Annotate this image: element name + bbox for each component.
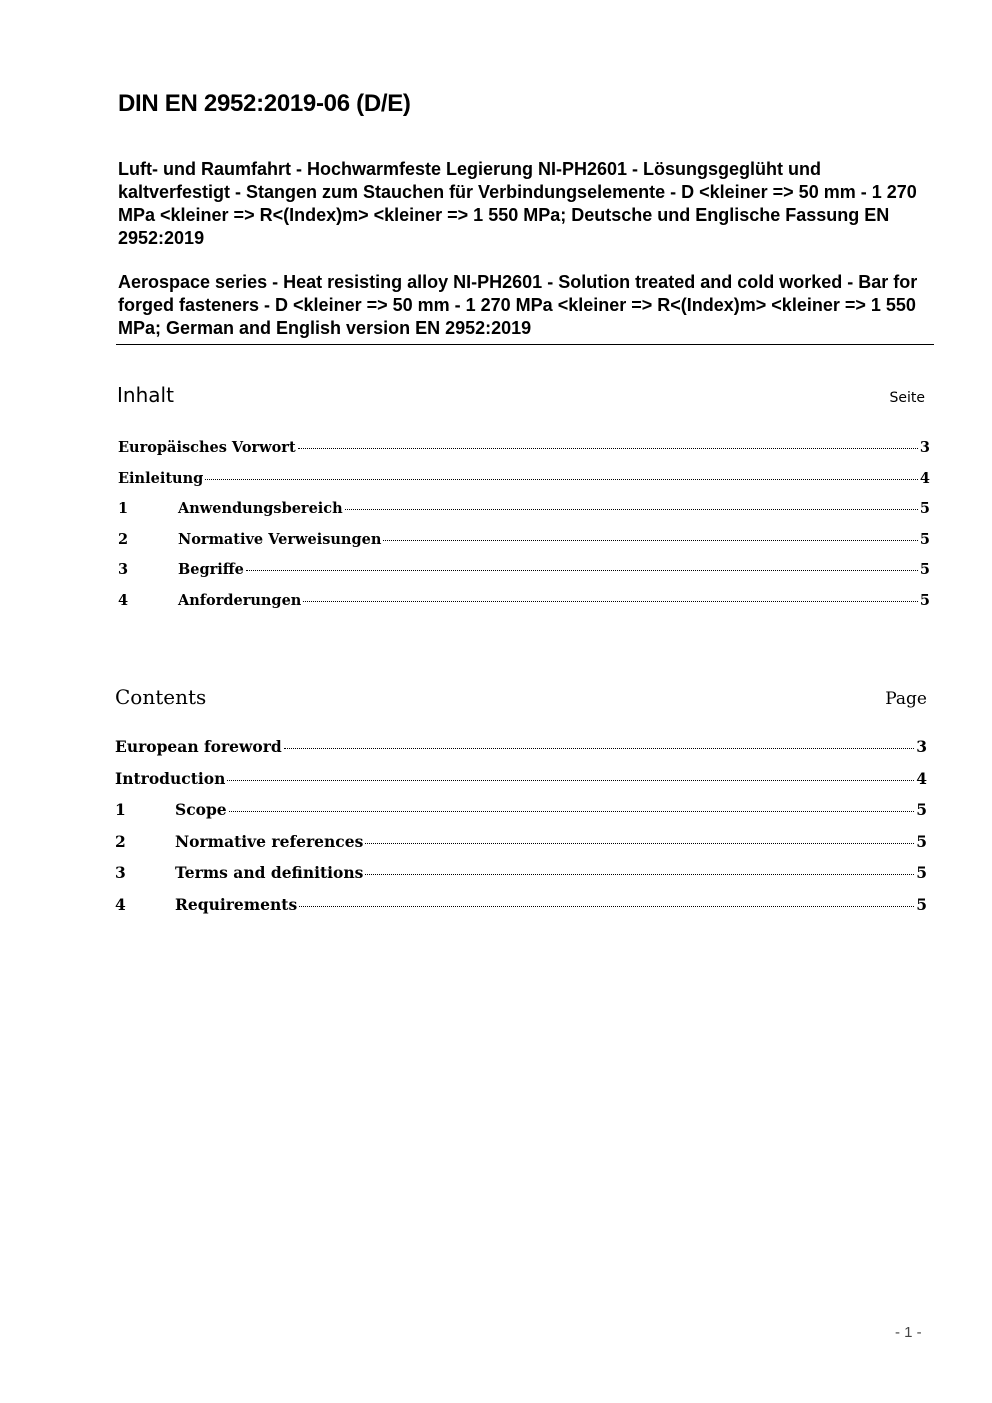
toc-entry-number: 2	[118, 530, 129, 548]
toc-entry-label: Normative Verweisungen	[178, 530, 382, 548]
contents-list	[115, 737, 927, 926]
toc-entry-label: Normative references	[175, 831, 364, 851]
toc-entry-page: 5	[916, 863, 927, 882]
toc-entry-introduction[interactable]	[115, 769, 927, 801]
toc-entry-scope[interactable]	[115, 800, 927, 832]
contents-heading: Contents	[115, 685, 207, 709]
toc-entry-page: 5	[919, 500, 930, 517]
toc-entry-label: Europäisches Vorwort	[118, 439, 296, 456]
toc-entry-europaeisches-vorwort[interactable]	[118, 439, 930, 470]
toc-entry-label: Einleitung	[118, 469, 204, 487]
dot-leader	[383, 539, 918, 541]
toc-entry-normative-references[interactable]	[115, 832, 927, 864]
toc-entry-anforderungen[interactable]	[118, 592, 930, 623]
dot-leader	[303, 600, 918, 602]
toc-entry-requirements[interactable]	[115, 895, 927, 927]
inhalt-heading: Inhalt	[117, 383, 174, 407]
toc-entry-begriffe[interactable]	[118, 561, 930, 592]
toc-entry-anwendungsbereich[interactable]	[118, 500, 930, 531]
toc-entry-page: 4	[916, 768, 927, 788]
dot-leader	[205, 478, 918, 480]
toc-entry-page: 5	[916, 894, 927, 914]
toc-entry-terms-and-definitions[interactable]	[115, 863, 927, 895]
toc-entry-number: 3	[118, 561, 129, 578]
contents-header	[115, 685, 927, 709]
toc-entry-number: 1	[118, 500, 129, 517]
toc-entry-number: 3	[115, 863, 126, 882]
toc-entry-label: Requirements	[175, 894, 298, 914]
title-block	[118, 158, 932, 340]
title-divider	[116, 344, 934, 345]
dot-leader	[227, 779, 914, 781]
toc-entry-label: Begriffe	[178, 561, 244, 578]
toc-entry-page: 5	[919, 591, 930, 609]
toc-entry-number: 4	[118, 591, 129, 609]
dot-leader	[365, 873, 914, 875]
inhalt-list	[118, 439, 930, 622]
toc-entry-number: 4	[115, 894, 126, 914]
dot-leader	[365, 842, 914, 844]
page-number: - 1 -	[895, 1324, 922, 1341]
dot-leader	[299, 905, 914, 907]
dot-leader	[298, 447, 918, 449]
toc-entry-label: Anwendungsbereich	[178, 500, 343, 517]
toc-entry-label: Anforderungen	[178, 591, 302, 609]
toc-entry-page: 5	[919, 530, 930, 548]
dot-leader	[284, 747, 914, 749]
toc-entry-normative-verweisungen[interactable]	[118, 531, 930, 562]
dot-leader	[345, 508, 918, 510]
contents-page-label: Page	[885, 689, 927, 709]
toc-entry-label: Introduction	[115, 768, 226, 788]
toc-entry-page: 5	[916, 800, 927, 819]
toc-entry-page: 5	[916, 831, 927, 851]
toc-entry-number: 2	[115, 831, 126, 851]
document-title: DIN EN 2952:2019-06 (D/E)	[118, 90, 411, 117]
toc-entry-page: 4	[919, 469, 930, 487]
toc-entry-european-foreword[interactable]	[115, 737, 927, 769]
toc-entry-page: 3	[919, 439, 930, 456]
toc-entry-label: European foreword	[115, 737, 282, 756]
inhalt-page-label: Seite	[889, 390, 925, 406]
toc-entry-number: 1	[115, 800, 126, 819]
toc-entry-page: 5	[919, 561, 930, 578]
toc-entry-label: Terms and definitions	[175, 863, 364, 882]
dot-leader	[229, 810, 915, 812]
inhalt-header	[117, 383, 925, 407]
toc-entry-page: 3	[916, 737, 927, 756]
title-english: Aerospace series - Heat resisting alloy NI-PH2601 - Solution treated and cold worked - Bar for forged fasteners - D <kleiner => 50 mm - 1 270 MPa <kleiner => R<(Index)m> <kleiner => 1 550 MPa; German and English version EN 2952:2019	[118, 272, 918, 338]
title-german: Luft- und Raumfahrt - Hochwarmfeste Legierung NI-PH2601 - Lösungsgeglüht und kaltverfestigt - Stangen zum Stauchen für Verbindungselemente - D <kleiner => 50 mm - 1 270 MPa <kleiner => R<(Index)m> <kleiner => 1 550 MPa; Deutsche und Englische Fassung EN 2952:2019	[118, 159, 917, 248]
toc-entry-label: Scope	[175, 800, 227, 819]
dot-leader	[246, 569, 918, 571]
toc-entry-einleitung[interactable]	[118, 470, 930, 501]
